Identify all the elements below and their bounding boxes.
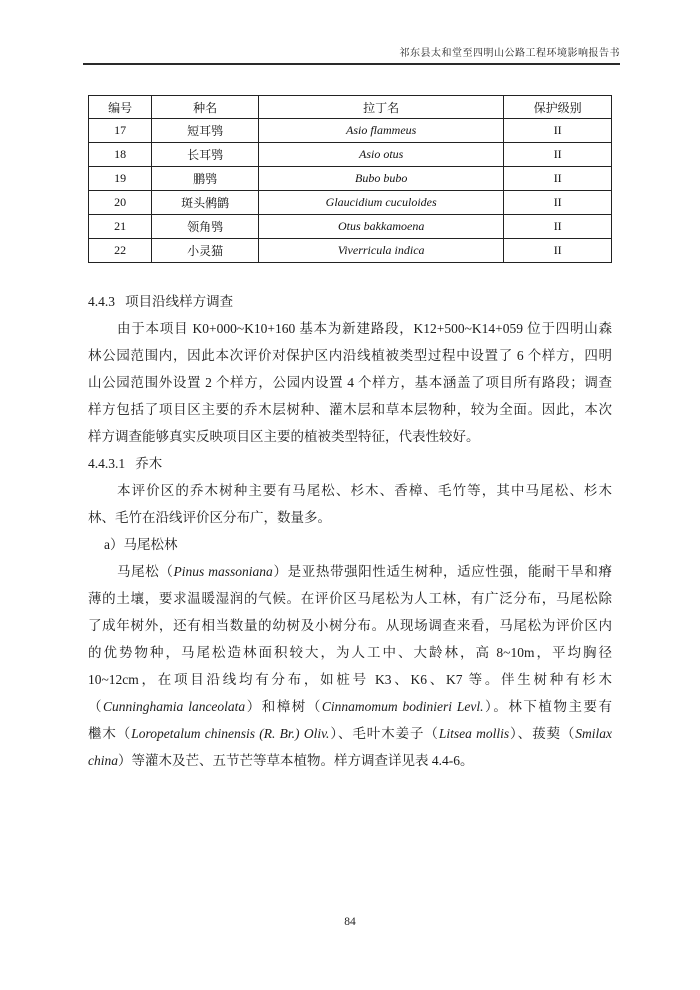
- body-text: ）、菝葜（: [509, 726, 576, 741]
- body-text: 10~12cm，在项目沿线均有分布，如桩号 K3、K6、K7 等。伴生树种有杉木: [88, 672, 612, 687]
- body-text: 林、毛竹在沿线评价区分布广，数量多。: [88, 510, 331, 525]
- table-row: [89, 167, 612, 191]
- paragraph-masson-pine: [88, 558, 612, 774]
- body-text: 样方包括了项目区主要的乔木层树种、灌木层和草本层物种，较为全面。因此，本次: [88, 402, 612, 417]
- heading-4-4-3: 4.4.3 项目沿线样方调查: [88, 294, 234, 309]
- text-line: [88, 747, 612, 774]
- latin-name-text: Litsea mollis: [438, 726, 510, 741]
- body-text: 由于本项目 K0+000~K10+160 基本为新建路段，K12+500~K14+059 位于四明山森: [117, 321, 612, 336]
- body-text: （: [88, 699, 104, 714]
- cell-no: 22: [89, 239, 152, 263]
- cell-latin: Viverricula indica: [258, 239, 503, 263]
- cell-level: II: [504, 143, 612, 167]
- body-text: 的优势物种，马尾松造林面积较大，为人工中、大龄林，高 8~10m，平均胸径: [88, 645, 612, 660]
- col-header-number: 编号: [89, 96, 152, 119]
- latin-name-text: Cinnamomum bodinieri Levl.: [321, 699, 484, 714]
- text-line: [88, 315, 612, 342]
- body-text: ）、毛叶木姜子（: [329, 726, 439, 741]
- latin-name-text: Loropetalum chinensis (R. Br.) Oliv.: [131, 726, 330, 741]
- text-line: [88, 693, 612, 720]
- cell-latin: Asio otus: [258, 143, 503, 167]
- heading-4-4-3-1: 4.4.3.1 乔木: [88, 456, 163, 471]
- paragraph-survey: [88, 315, 612, 450]
- cell-level: II: [504, 119, 612, 143]
- body-text: ）和樟树（: [245, 699, 322, 714]
- text-line: [88, 666, 612, 693]
- cell-name: 短耳鸮: [152, 119, 259, 143]
- text-line: [88, 423, 612, 450]
- body-text: 本评价区的乔木树种主要有马尾松、杉木、香樟、毛竹等，其中马尾松、杉木: [117, 483, 612, 498]
- latin-name-text: Smilax: [575, 726, 612, 741]
- cell-name: 小灵猫: [152, 239, 259, 263]
- body-text: 马尾松（: [117, 564, 174, 579]
- table-row: [89, 143, 612, 167]
- content-column: [88, 95, 612, 774]
- col-header-species: 种名: [152, 96, 259, 119]
- latin-name-text: Cunninghamia lanceolata: [103, 699, 246, 714]
- table-row: [89, 239, 612, 263]
- cell-no: 21: [89, 215, 152, 239]
- body-text: ）是亚热带强阳性适生树种，适应性强，能耐干旱和瘠: [272, 564, 612, 579]
- text-line: [88, 585, 612, 612]
- body-text: 山公园范围外设置 2 个样方，公园内设置 4 个样方，基本涵盖了项目所有路段；调查: [88, 375, 612, 390]
- cell-level: II: [504, 239, 612, 263]
- cell-name: 鹏鸮: [152, 167, 259, 191]
- paragraph-trees: [88, 477, 612, 531]
- text-line: [88, 639, 612, 666]
- table-header-row: [89, 96, 612, 119]
- body-text: 样方调查能够真实反映项目区主要的植被类型特征，代表性较好。: [88, 429, 480, 444]
- table-row: [89, 191, 612, 215]
- cell-no: 20: [89, 191, 152, 215]
- text-line: [88, 342, 612, 369]
- table-row: [89, 119, 612, 143]
- latin-name-text: Pinus massoniana: [173, 564, 273, 579]
- col-header-level: 保护级别: [504, 96, 612, 119]
- text-line: [88, 369, 612, 396]
- cell-latin: Otus bakkamoena: [258, 215, 503, 239]
- body-text: ）等灌木及芒、五节芒等草本植物。样方调查详见表 4.4-6。: [118, 753, 474, 768]
- page-number: 84: [344, 916, 356, 928]
- cell-latin: Asio flammeus: [258, 119, 503, 143]
- cell-latin: Glaucidium cuculoides: [258, 191, 503, 215]
- cell-no: 17: [89, 119, 152, 143]
- cell-no: 19: [89, 167, 152, 191]
- table-body: [89, 119, 612, 263]
- body-text: 了成年树外，还有相当数量的幼树及小树分布。从现场调查来看，马尾松为评价区内: [88, 618, 612, 633]
- text-line: [88, 612, 612, 639]
- cell-level: II: [504, 215, 612, 239]
- text-line: [88, 477, 612, 504]
- text-line: [88, 504, 612, 531]
- cell-level: II: [504, 191, 612, 215]
- heading-a-masson-pine: a）马尾松林: [104, 537, 178, 552]
- cell-latin: Bubo bubo: [258, 167, 503, 191]
- protected-species-table: [88, 95, 612, 263]
- running-header-title: 祁东县太和堂至四明山公路工程环境影响报告书: [83, 44, 620, 65]
- text-line: [88, 558, 612, 585]
- text-line: [88, 720, 612, 747]
- body-text: 林公园范围内，因此本次评价对保护区内沿线植被类型过程中设置了 6 个样方，四明: [88, 348, 612, 363]
- text-line: [88, 396, 612, 423]
- table-row: [89, 215, 612, 239]
- body-text: 檵木（: [88, 726, 132, 741]
- cell-no: 18: [89, 143, 152, 167]
- cell-name: 斑头鸺鹠: [152, 191, 259, 215]
- body-text: 薄的土壤，要求温暖湿润的气候。在评价区马尾松为人工林，有广泛分布，马尾松除: [88, 591, 612, 606]
- cell-name: 长耳鸮: [152, 143, 259, 167]
- col-header-latin: 拉丁名: [258, 96, 503, 119]
- cell-level: II: [504, 167, 612, 191]
- body-text: ）。林下植物主要有: [483, 699, 612, 714]
- cell-name: 领角鸮: [152, 215, 259, 239]
- latin-name-text: china: [88, 753, 118, 768]
